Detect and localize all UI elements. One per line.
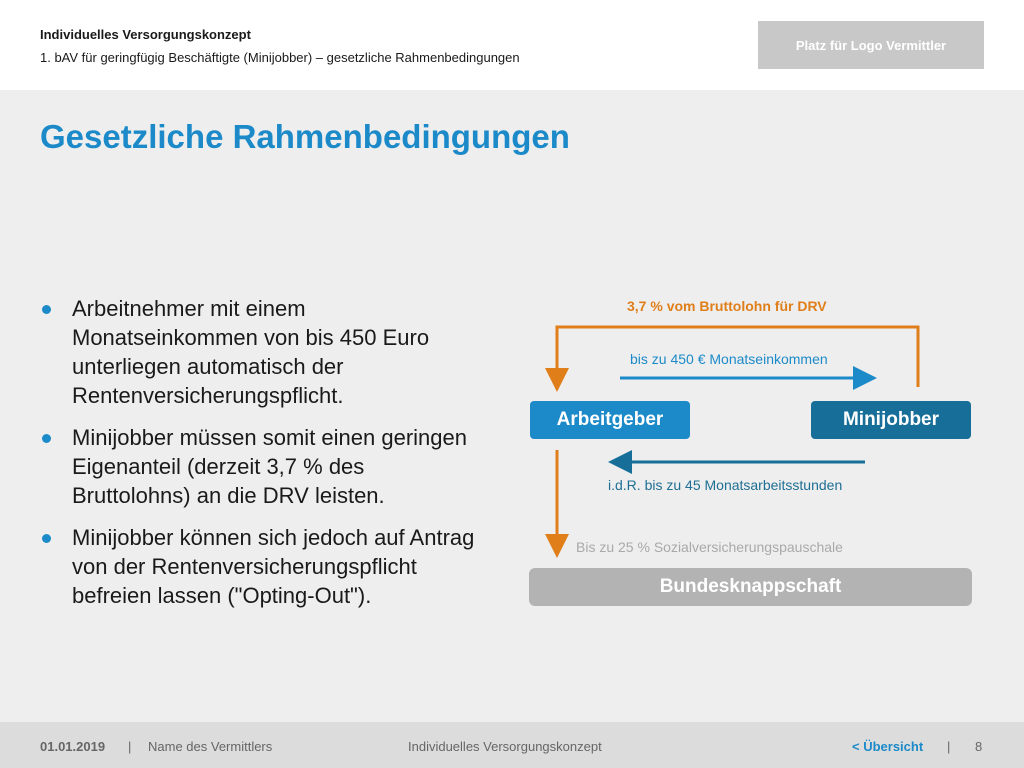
list-item — [40, 294, 480, 410]
overview-link[interactable]: < Übersicht — [852, 739, 924, 754]
footer-date: 01.01.2019 — [40, 739, 106, 754]
footer-separator: | — [947, 739, 951, 754]
bullet-list — [40, 294, 480, 623]
bullet-text: Minijobber müssen somit einen geringen Eigenanteil (derzeit 3,7 % des Bruttolohns) an die DRV leisten. — [72, 425, 467, 508]
social-insurance-label: Bis zu 25 % Sozialversicherungspauschale — [576, 539, 843, 555]
page-number: 8 — [975, 739, 983, 754]
document-title: Individuelles Versorgungskonzept — [40, 27, 251, 42]
minijobber-box: Minijobber — [811, 401, 971, 439]
bullet-dot-icon — [42, 305, 51, 314]
employer-box: Arbeitgeber — [530, 401, 690, 439]
document-subtitle: 1. bAV für geringfügig Beschäftigte (Minijobber) – gesetzliche Rahmenbedingungen — [40, 50, 520, 65]
bullet-dot-icon — [42, 434, 51, 443]
logo-placeholder: Platz für Logo Vermittler — [758, 21, 984, 69]
agency-box: Bundesknappschaft — [529, 568, 972, 606]
footer-separator: | — [128, 739, 132, 754]
income-label: bis zu 450 € Monatseinkommen — [630, 351, 828, 367]
bullet-text: Arbeitnehmer mit einem Monatseinkommen von bis 450 Euro unterliegen automatisch der Rentenversicherungspflicht. — [72, 296, 430, 408]
page-title: Gesetzliche Rahmenbedingungen — [40, 118, 570, 155]
list-item — [40, 423, 480, 510]
flow-diagram — [520, 290, 980, 620]
footer-concept: Individuelles Versorgungskonzept — [408, 739, 602, 754]
bullet-text: Minijobber können sich jedoch auf Antrag von der Rentenversicherungspflicht befreien lassen ("Opting-Out"). — [72, 525, 475, 608]
drv-share-label: 3,7 % vom Bruttolohn für DRV — [627, 298, 827, 314]
list-item — [40, 523, 480, 610]
bullet-dot-icon — [42, 534, 51, 543]
hours-label: i.d.R. bis zu 45 Monatsarbeitsstunden — [608, 477, 843, 493]
footer-broker-name: Name des Vermittlers — [148, 739, 273, 754]
